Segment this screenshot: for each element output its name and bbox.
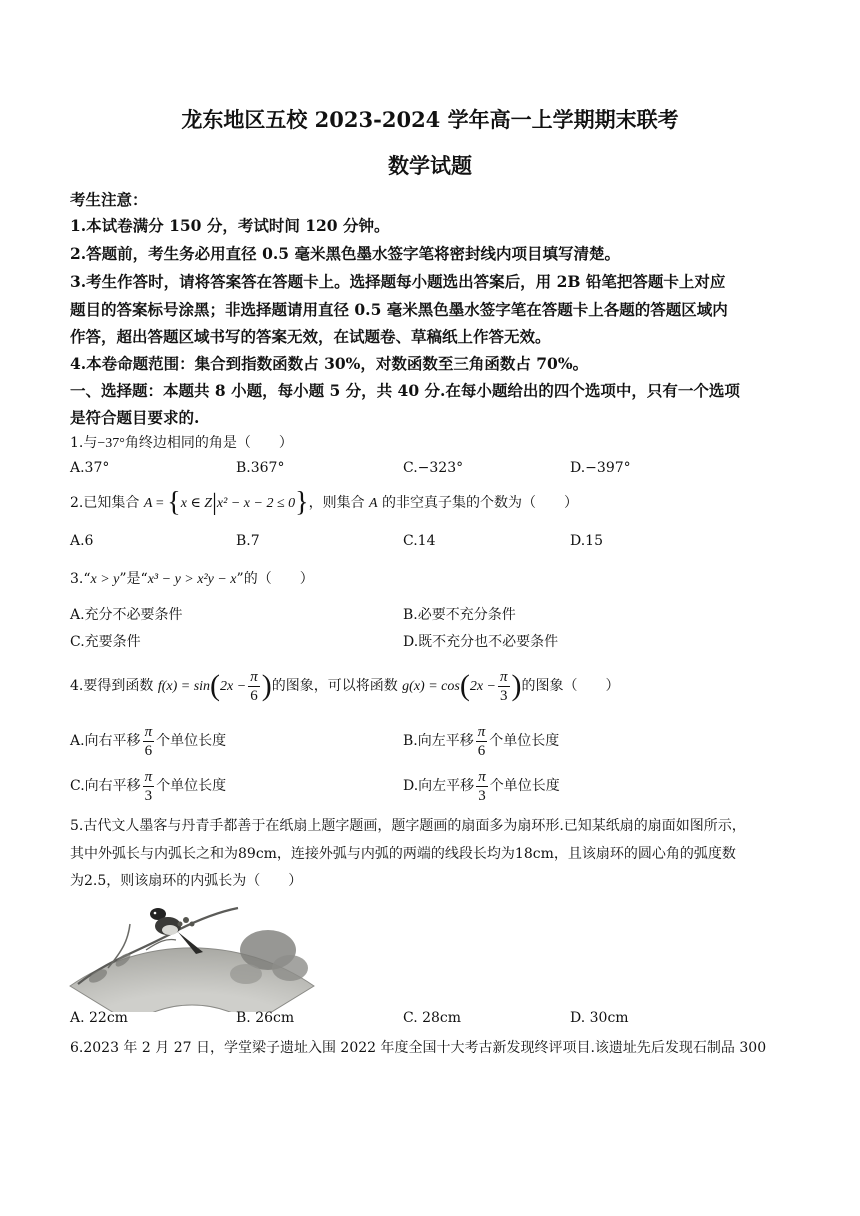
question-2-stem: 2.已知集合 A = {x ∈ Z|x² − x − 2 ≤ 0}，则集合 A 的非空真子集的个数为（ ） — [70, 487, 579, 518]
question-4-stem: 4.要得到函数 f(x) = sin(2x − $\frac{\pi}{6}$ )的图象，可以将函数 g(x) = cos(2x − $\frac{\pi}{3}$ )的图象（ ） — [70, 668, 620, 704]
question-3-option-a[interactable]: A.充分不必要条件 — [70, 607, 183, 623]
question-5-stem-line-2: 其中外弧长与内弧长之和为89cm，连接外弧与内弧的两端的线段长均为18cm，且该扇环的圆心角的弧度数 — [70, 846, 736, 862]
question-5-option-a[interactable]: A. 22cm — [70, 1010, 128, 1026]
notice-item-4: 4.本卷命题范围：集合到指数函数占 30%，对数函数至三角函数占 70%。 — [70, 354, 589, 373]
question-5-stem-line-3: 为2.5，则该扇环的内弧长为（ ） — [70, 873, 303, 889]
notice-item-3-cont2: 作答，超出答题区域书写的答案无效，在试题卷、草稿纸上作答无效。 — [70, 327, 551, 346]
notice-item-3: 3.考生作答时，请将答案答在答题卡上。选择题每小题选出答案后，用 2B 铅笔把答题卡上对应 — [70, 272, 726, 291]
question-4-option-c[interactable]: C.向右平移 $\frac{\pi}{3}$ 个单位长度 — [70, 768, 227, 804]
exam-subtitle: 数学试题 — [388, 153, 472, 178]
question-5-option-b[interactable]: B. 26cm — [236, 1010, 295, 1026]
question-3-option-c[interactable]: C.充要条件 — [70, 634, 141, 650]
question-1-option-b[interactable]: B.367° — [236, 460, 285, 476]
question-2-option-a[interactable]: A.6 — [70, 533, 94, 549]
question-1-stem: 1.与−37°角终边相同的角是（ ） — [70, 435, 293, 451]
question-2-option-d[interactable]: D.15 — [570, 533, 603, 549]
question-6-stem-line-1: 6.2023 年 2 月 27 日，学堂梁子遗址入围 2022 年度全国十大考古新发现终评项目.该遗址先后发现石制品 300 — [70, 1040, 767, 1056]
question-3-stem: 3.“x > y”是“x³ − y > x²y − x”的（ ） — [70, 571, 314, 587]
question-4-option-d[interactable]: D.向左平移 $\frac{\pi}{3}$ 个单位长度 — [403, 768, 560, 804]
question-4-option-a[interactable]: A.向右平移 $\frac{\pi}{6}$ 个单位长度 — [70, 723, 227, 759]
exam-title: 龙东地区五校 2023-2024 学年高一上学期期末联考 — [181, 107, 679, 132]
question-2-option-c[interactable]: C.14 — [403, 533, 436, 549]
question-4-option-b[interactable]: B.向左平移 $\frac{\pi}{6}$ 个单位长度 — [403, 723, 560, 759]
notice-item-1: 1.本试卷满分 150 分，考试时间 120 分钟。 — [70, 216, 390, 235]
question-1-option-a[interactable]: A.37° — [70, 460, 110, 476]
question-1-option-c[interactable]: C.−323° — [403, 460, 464, 476]
question-2-option-b[interactable]: B.7 — [236, 533, 260, 549]
question-5-option-d[interactable]: D. 30cm — [570, 1010, 629, 1026]
notice-item-2: 2.答题前，考生务必用直径 0.5 毫米黑色墨水签字笔将密封线内项目填写清楚。 — [70, 244, 620, 263]
question-1-option-d[interactable]: D.−397° — [570, 460, 631, 476]
folding-fan-painting-icon — [68, 890, 316, 1012]
section-heading-cont: 是符合题目要求的. — [70, 408, 200, 427]
section-heading: 一、选择题：本题共 8 小题，每小题 5 分，共 40 分.在每小题给出的四个选项中，只有一个选项 — [70, 381, 740, 400]
question-3-option-d[interactable]: D.既不充分也不必要条件 — [403, 634, 559, 650]
notice-heading: 考生注意： — [70, 190, 148, 209]
question-5-stem-line-1: 5.古代文人墨客与丹青手都善于在纸扇上题字题画，题字题画的扇面多为扇环形.已知某纸扇的扇面如图所示， — [70, 818, 746, 834]
question-5-option-c[interactable]: C. 28cm — [403, 1010, 462, 1026]
question-3-option-b[interactable]: B.必要不充分条件 — [403, 607, 516, 623]
notice-item-3-cont: 题目的答案标号涂黑；非选择题请用直径 0.5 毫米黑色墨水签字笔在答题卡上各题的答题区域内 — [70, 300, 728, 319]
